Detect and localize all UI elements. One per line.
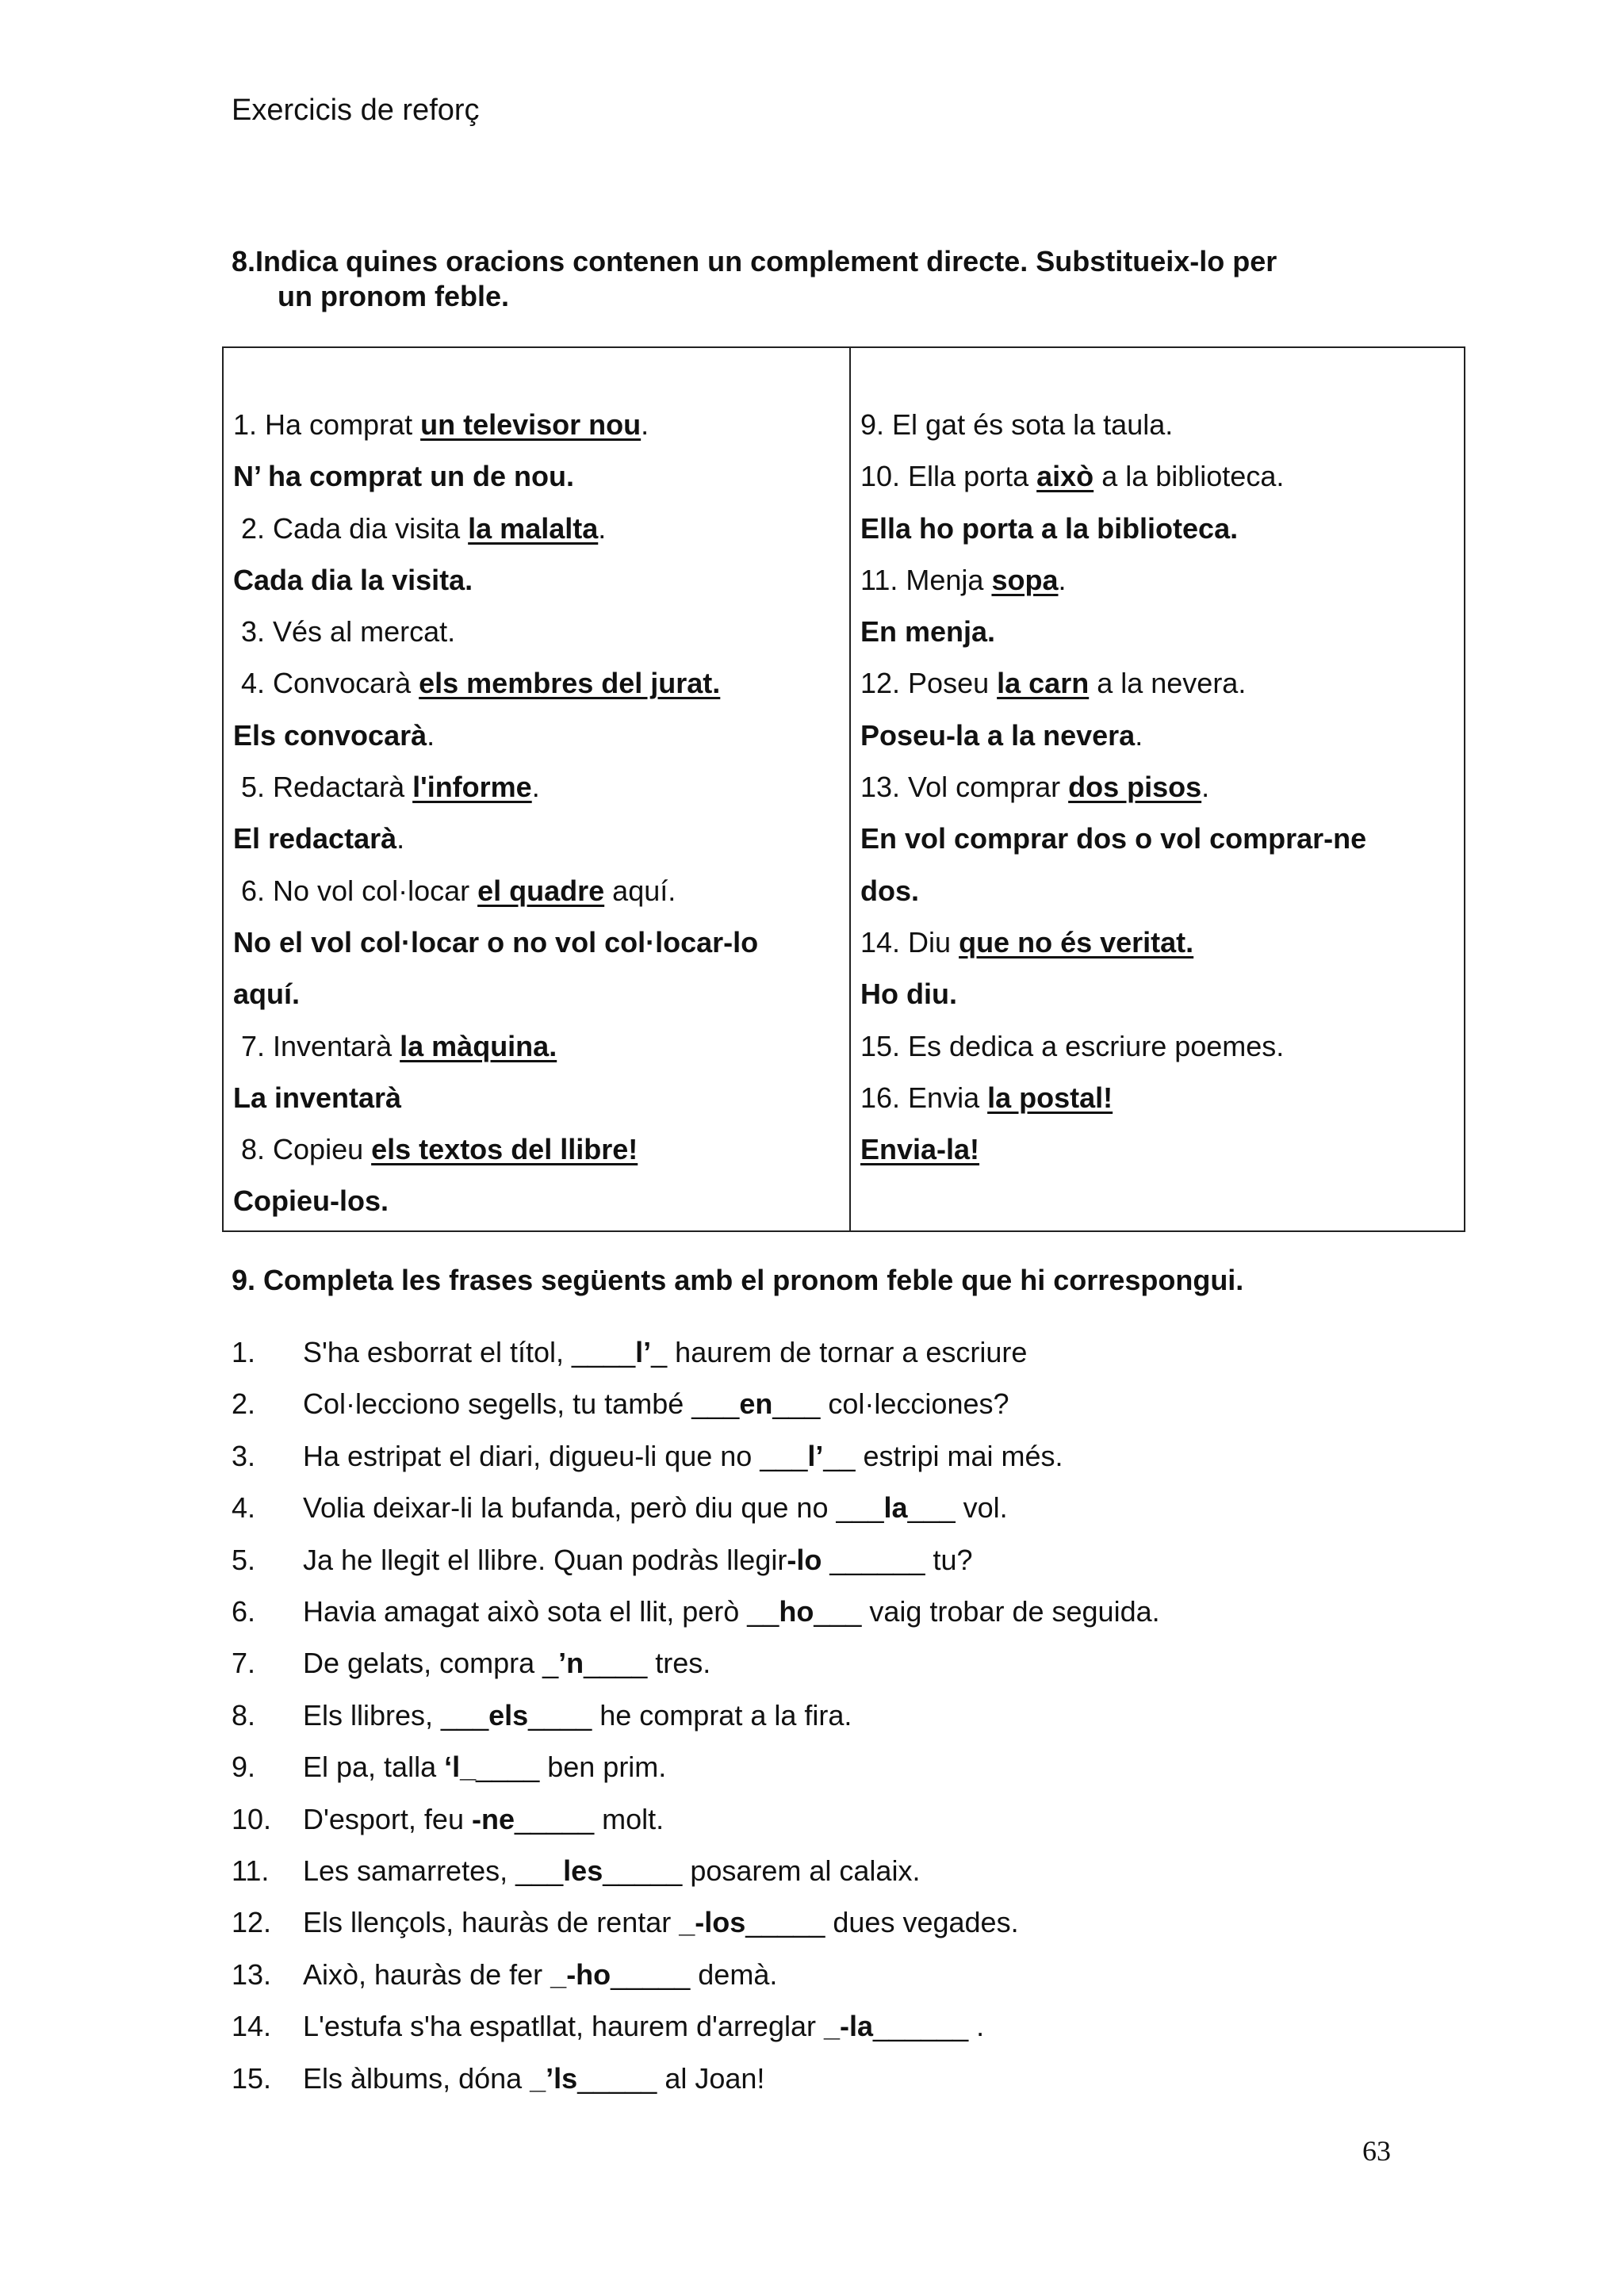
pronoun-answer: l’ <box>635 1336 652 1368</box>
answer-text: El redactarà <box>233 822 397 855</box>
sentence-text: . <box>396 822 405 855</box>
sentence-row <box>860 657 1438 709</box>
exercise-9-item <box>232 1586 1160 1637</box>
sentence-row <box>860 1123 1438 1175</box>
item-number: 13. <box>232 1957 272 1991</box>
pronoun-answer: -lo <box>787 1543 822 1576</box>
sentence-text: ___ vaig trobar de seguida. <box>814 1595 1160 1628</box>
sentence-row <box>233 1123 824 1175</box>
exercise-9-item <box>232 1741 1160 1793</box>
answer-text: En vol comprar dos o vol comprar-ne <box>860 822 1367 855</box>
item-number: 1. <box>232 1336 256 1368</box>
sentence-row <box>233 865 824 916</box>
sentence-row <box>233 399 824 450</box>
sentence-text: ___ vol. <box>907 1491 1008 1525</box>
item-number: 14. <box>232 2010 272 2043</box>
page-number: 63 <box>1362 2135 1391 2167</box>
sentence-text: _____ demà. <box>611 1957 778 1991</box>
sentence-row <box>860 399 1438 450</box>
sentence-text: Les samarretes, ___ <box>303 1854 564 1888</box>
exercise-9-item <box>232 1326 1160 1378</box>
sentence-text: Ha estripat el diari, digueu-li que no ___ <box>303 1439 808 1472</box>
sentence-row <box>860 606 1438 657</box>
item-sentence <box>303 1482 1008 1533</box>
sentence-text: . <box>1201 771 1210 804</box>
sentence-text: 7. Inventarà <box>241 1029 400 1062</box>
sentence-text: _____ posarem al calaix. <box>603 1854 921 1888</box>
sentence-text: Això, hauràs de fer <box>303 1957 551 1991</box>
direct-object: l'informe <box>412 771 532 804</box>
item-number: 12. <box>232 1906 272 1939</box>
sentence-text: . <box>1135 718 1143 752</box>
direct-object: dos pisos <box>1068 771 1202 804</box>
item-sentence <box>303 1949 777 2000</box>
exercise-9-item <box>232 2000 1160 2052</box>
sentence-text: 10. Ella porta <box>860 460 1037 493</box>
sentence-text: ____ tres. <box>584 1647 711 1680</box>
pronoun-answer: l’ <box>807 1439 824 1472</box>
sentence-text: Col·lecciono segells, tu també ___ <box>303 1387 740 1421</box>
sentence-text: Els llençols, hauràs de rentar <box>303 1906 680 1939</box>
exercise-9-item <box>232 1378 1160 1429</box>
sentence-row <box>233 710 824 761</box>
answer-text: N’ ha comprat un de nou. <box>233 460 575 493</box>
direct-object: els textos del llibre! <box>371 1133 638 1166</box>
pronoun-answer: ’n <box>558 1647 584 1680</box>
pronoun-answer: els <box>488 1698 529 1732</box>
sentence-row <box>233 813 824 864</box>
sentence-row <box>233 657 824 709</box>
item-sentence <box>303 1845 920 1896</box>
answer-text: aquí. <box>233 978 301 1011</box>
sentence-text: L'estufa s'ha espatllat, haurem d'arreglar <box>303 2010 824 2043</box>
direct-object: sopa <box>991 563 1059 596</box>
pronoun-answer: _-los <box>679 1906 746 1939</box>
sentence-row <box>860 813 1438 864</box>
sentence-row <box>860 1020 1438 1072</box>
sentence-text: 12. Poseu <box>860 667 998 700</box>
sentence-row <box>860 450 1438 502</box>
sentence-text: Havia amagat això sota el llit, però __ <box>303 1595 779 1628</box>
pronoun-answer: ‘l_ <box>444 1751 477 1784</box>
sentence-text: a la biblioteca. <box>1094 460 1285 493</box>
sentence-text: . <box>531 771 540 804</box>
sentence-text: S'ha esborrat el títol, ____ <box>303 1336 636 1368</box>
sentence-row <box>233 761 824 813</box>
sentence-row <box>860 916 1438 968</box>
page-header: Exercicis de reforç <box>232 94 480 127</box>
exercise-9-item <box>232 1845 1160 1896</box>
sentence-text: _____ molt. <box>514 1802 665 1835</box>
item-number: 5. <box>232 1543 256 1576</box>
sentence-text: D'esport, feu <box>303 1802 472 1835</box>
direct-object: la carn <box>997 667 1090 700</box>
sentence-row <box>233 1072 824 1123</box>
exercise-9-list <box>232 1326 1160 2104</box>
sentence-row <box>860 710 1438 761</box>
sentence-text: 13. Vol comprar <box>860 771 1069 804</box>
item-number: 7. <box>232 1647 256 1680</box>
pronoun-answer: _-ho <box>550 1957 611 1991</box>
sentence-text: 15. Es dedica a escriure poemes. <box>860 1029 1285 1062</box>
sentence-row <box>233 1175 824 1226</box>
sentence-text: ___ col·lecciones? <box>772 1387 1009 1421</box>
pronoun-answer: _’ls <box>530 2061 578 2095</box>
sentence-text: De gelats, compra _ <box>303 1647 559 1680</box>
pronoun-answer: -ne <box>471 1802 515 1835</box>
sentence-row <box>860 968 1438 1020</box>
pronoun-answer: en <box>739 1387 773 1421</box>
direct-object: això <box>1036 460 1094 493</box>
exercise-9-item <box>232 1430 1160 1482</box>
exercise-8-table <box>222 346 1465 1232</box>
item-sentence <box>303 1896 1019 1948</box>
direct-object: que no és veritat. <box>959 925 1194 959</box>
direct-object: un televisor nou <box>420 408 642 441</box>
item-sentence <box>303 2000 984 2052</box>
direct-object: el quadre <box>477 874 605 907</box>
item-number: 15. <box>232 2061 272 2095</box>
answer-text: Copieu-los. <box>233 1184 389 1218</box>
item-sentence <box>303 2053 764 2104</box>
sentence-text: 5. Redactarà <box>241 771 413 804</box>
exercise-8-title-line1: 8.Indica quines oracions contenen un complement directe. Substitueix-lo per <box>232 245 1277 277</box>
answer-text: Envia-la! <box>860 1133 980 1166</box>
item-number: 11. <box>232 1854 270 1888</box>
exercise-9-item <box>232 1482 1160 1533</box>
answer-text: Ella ho porta a la biblioteca. <box>860 511 1239 545</box>
sentence-row <box>233 968 824 1020</box>
item-sentence <box>303 1793 664 1845</box>
item-sentence <box>303 1637 710 1689</box>
exercise-9-item <box>232 1896 1160 1948</box>
exercise-9-item <box>232 1689 1160 1741</box>
item-number: 10. <box>232 1802 272 1835</box>
sentence-text: _____ dues vegades. <box>745 1906 1019 1939</box>
sentence-text: Els àlbums, dóna <box>303 2061 530 2095</box>
exercise-8-title-line2: un pronom feble. <box>278 280 509 312</box>
sentence-text: ______ . <box>873 2010 985 2043</box>
pronoun-answer: ho <box>779 1595 814 1628</box>
item-number: 8. <box>232 1698 256 1732</box>
sentence-row <box>860 1072 1438 1123</box>
sentence-text: 14. Diu <box>860 925 959 959</box>
direct-object: els membres del jurat. <box>419 667 721 700</box>
item-sentence <box>303 1689 852 1741</box>
sentence-text: El pa, talla <box>303 1751 445 1784</box>
sentence-row <box>233 606 824 657</box>
sentence-row <box>860 761 1438 813</box>
direct-object: la postal! <box>987 1081 1113 1114</box>
answer-text: Poseu-la a la nevera <box>860 718 1136 752</box>
answer-text: Els convocarà <box>233 718 427 752</box>
sentence-text: . <box>641 408 649 441</box>
sentence-row <box>860 865 1438 916</box>
pronoun-answer: les <box>563 1854 603 1888</box>
item-number: 9. <box>232 1751 256 1784</box>
answer-text: La inventarà <box>233 1081 402 1114</box>
exercise-8-left-column <box>224 348 851 1230</box>
sentence-text: aquí. <box>604 874 676 907</box>
direct-object: la malalta <box>468 511 599 545</box>
item-sentence <box>303 1430 1063 1482</box>
answer-text: En menja. <box>860 615 996 649</box>
sentence-row <box>233 1020 824 1072</box>
direct-object: la màquina. <box>400 1029 557 1062</box>
exercise-9-item <box>232 2053 1160 2104</box>
pronoun-answer: _-la <box>823 2010 874 2043</box>
item-number: 2. <box>232 1387 256 1421</box>
answer-text: dos. <box>860 874 920 907</box>
sentence-row <box>233 450 824 502</box>
pronoun-answer: la <box>883 1491 908 1525</box>
sentence-text: . <box>427 718 435 752</box>
sentence-row <box>233 503 824 554</box>
sentence-text: 16. Envia <box>860 1081 988 1114</box>
item-number: 4. <box>232 1491 256 1525</box>
exercise-9-item <box>232 1793 1160 1845</box>
answer-text: Ho diu. <box>860 978 957 1011</box>
sentence-text: 1. Ha comprat <box>233 408 421 441</box>
answer-text: No el vol col·locar o no vol col·locar-lo <box>233 925 759 959</box>
sentence-text: a la nevera. <box>1089 667 1247 700</box>
exercise-9-item <box>232 1534 1160 1586</box>
sentence-text: 6. No vol col·locar <box>241 874 478 907</box>
sentence-row <box>860 554 1438 606</box>
exercise-9-title: 9. Completa les frases següents amb el pronom feble que hi correspongui. <box>232 1264 1244 1296</box>
exercise-9-item <box>232 1637 1160 1689</box>
exercise-9-item <box>232 1949 1160 2000</box>
item-number: 6. <box>232 1595 256 1628</box>
item-sentence <box>303 1586 1160 1637</box>
item-sentence <box>303 1326 1027 1378</box>
sentence-text: 2. Cada dia visita <box>241 511 469 545</box>
sentence-text: __ estripi mai més. <box>823 1439 1063 1472</box>
sentence-text: ______ tu? <box>822 1543 973 1576</box>
sentence-row <box>860 503 1438 554</box>
sentence-row <box>233 554 824 606</box>
sentence-text: 9. El gat és sota la taula. <box>860 408 1174 441</box>
sentence-row <box>233 916 824 968</box>
sentence-text: Volia deixar-li la bufanda, però diu que no ___ <box>303 1491 884 1525</box>
answer-text: Cada dia la visita. <box>233 563 473 596</box>
sentence-text: . <box>598 511 607 545</box>
item-number: 3. <box>232 1439 256 1472</box>
sentence-text: ____ he comprat a la fira. <box>528 1698 852 1732</box>
sentence-text: 8. Copieu <box>241 1133 372 1166</box>
sentence-text: 11. Menja <box>860 563 992 596</box>
exercise-8-title <box>232 244 1397 314</box>
sentence-text: ____ ben prim. <box>476 1751 667 1784</box>
sentence-text: _____ al Joan! <box>577 2061 765 2095</box>
sentence-text: . <box>1058 563 1067 596</box>
item-sentence <box>303 1378 1009 1429</box>
sentence-text: 3. Vés al mercat. <box>241 615 456 649</box>
sentence-text: _ haurem de tornar a escriure <box>651 1336 1028 1368</box>
sentence-text: Ja he llegit el llibre. Quan podràs llegir <box>303 1543 787 1576</box>
sentence-text: 4. Convocarà <box>241 667 419 700</box>
exercise-8-right-column <box>851 348 1464 1230</box>
item-sentence <box>303 1741 666 1793</box>
item-sentence <box>303 1534 973 1586</box>
sentence-text: Els llibres, ___ <box>303 1698 489 1732</box>
